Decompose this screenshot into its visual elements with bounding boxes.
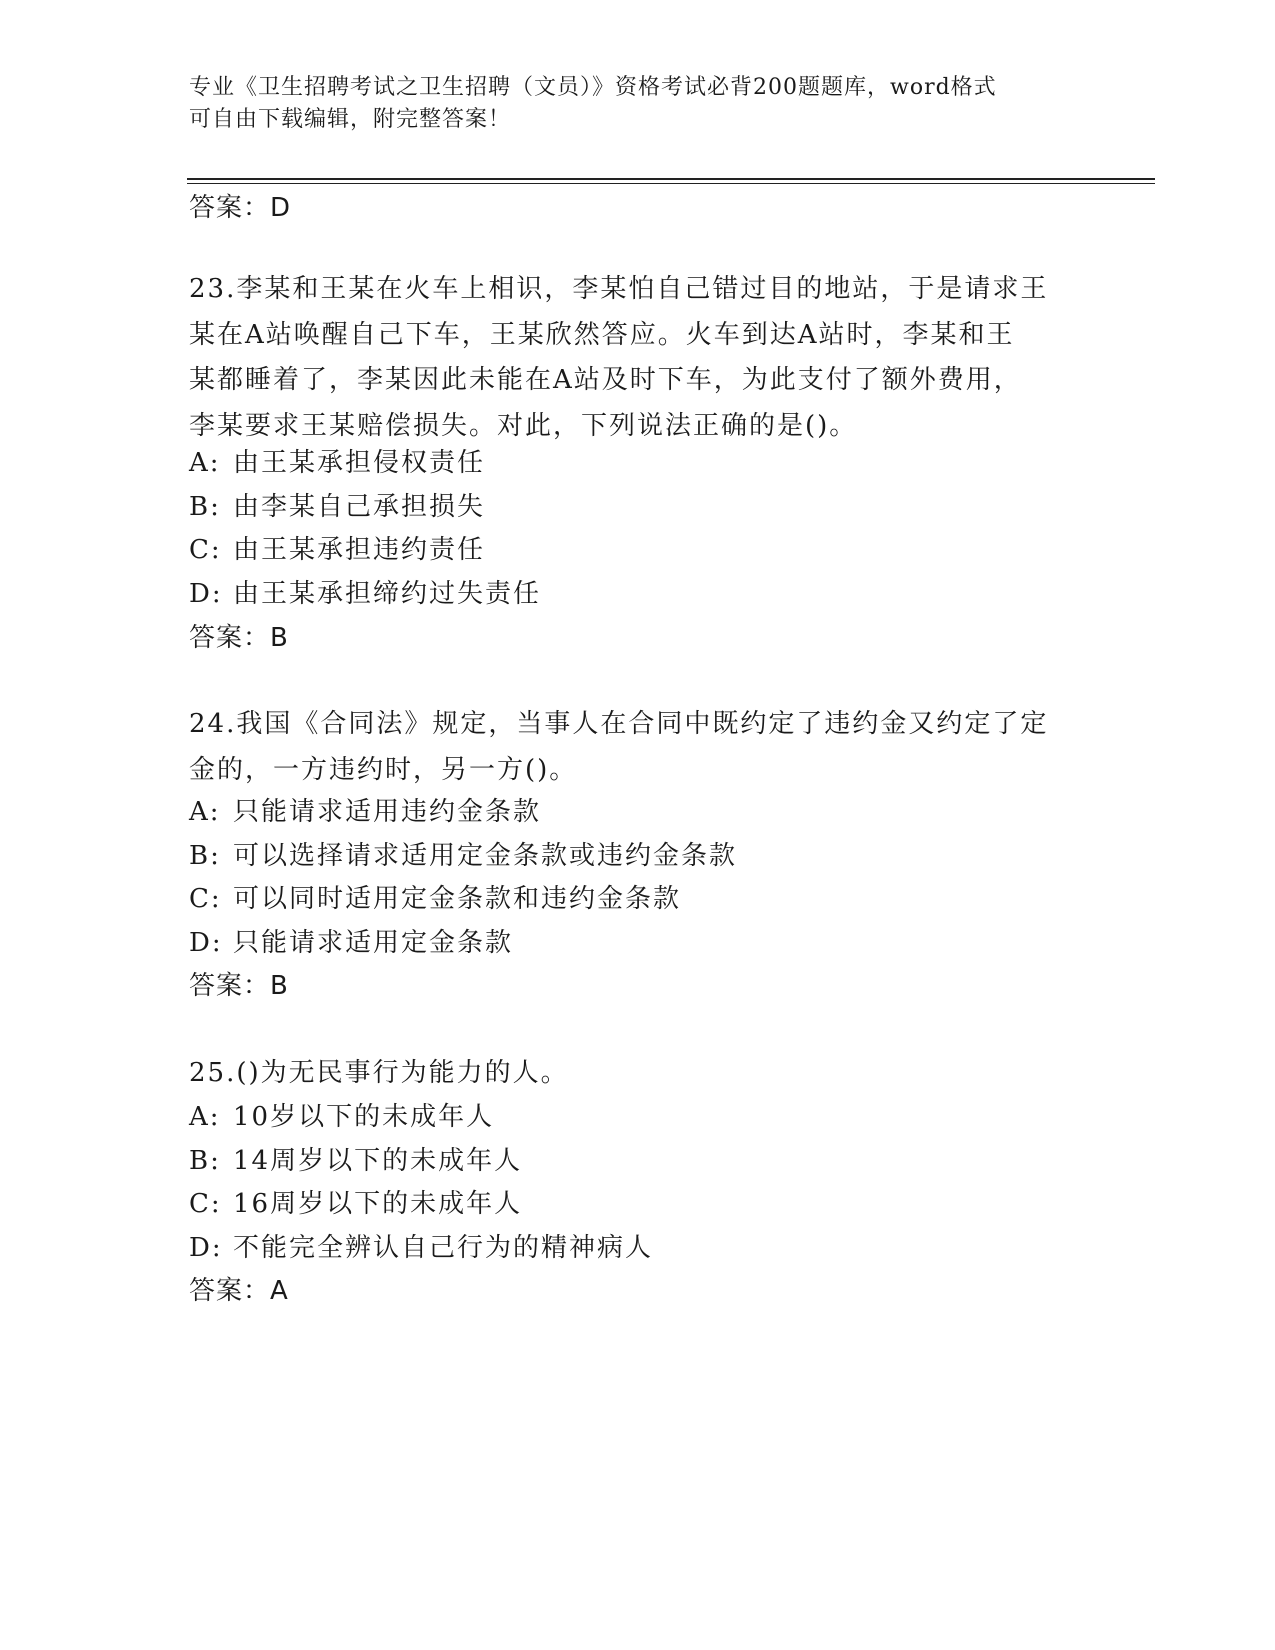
option-letter: D:: [189, 928, 223, 958]
option-text: 由李某自己承担损失: [233, 492, 486, 522]
option-letter: B:: [189, 1146, 221, 1176]
option-letter: D:: [189, 579, 223, 609]
option-text: 10岁以下的未成年人: [233, 1102, 495, 1132]
question-23-option-d: [189, 577, 541, 611]
question-24-option-b: [189, 839, 737, 873]
question-23-answer: 答案：B: [189, 623, 289, 653]
question-24-answer: 答案：B: [189, 971, 289, 1001]
option-letter: D:: [189, 1233, 223, 1263]
question-25-option-b: [189, 1144, 522, 1178]
page-header: [189, 72, 1089, 136]
option-text: 由王某承担缔约过失责任: [233, 579, 542, 609]
option-text: 由王某承担违约责任: [233, 535, 486, 565]
question-25-answer: 答案：A: [189, 1276, 289, 1306]
option-letter: B:: [189, 841, 221, 871]
question-23-line-2: 某在A站唤醒自己下车，王某欣然答应。火车到达A站时，李某和王: [189, 319, 1015, 350]
header-line-2: 可自由下载编辑，附完整答案！: [189, 107, 512, 132]
option-text: 不能完全辨认自己行为的精神病人: [233, 1233, 654, 1263]
question-24-option-a: [189, 795, 541, 829]
option-letter: C:: [189, 535, 222, 565]
question-23-line-4: 李某要求王某赔偿损失。对此，下列说法正确的是()。: [189, 410, 858, 441]
option-text: 16周岁以下的未成年人: [233, 1189, 523, 1219]
header-divider-thick: [187, 178, 1155, 180]
question-25-stem: [189, 1051, 1089, 1097]
question-24-stem: [189, 702, 1089, 793]
question-24-option-d: [189, 926, 513, 960]
question-24-option-c: [189, 882, 681, 916]
option-letter: B:: [189, 492, 221, 522]
question-23-line-3: 某都睡着了，李某因此未能在A站及时下车，为此支付了额外费用，: [189, 365, 1022, 395]
header-divider-thin: [187, 183, 1155, 184]
option-letter: C:: [189, 884, 222, 914]
question-25-line-1: 25.()为无民事行为能力的人。: [189, 1058, 569, 1088]
option-text: 只能请求适用违约金条款: [233, 797, 542, 827]
option-letter: C:: [189, 1189, 222, 1219]
option-text: 由王某承担侵权责任: [233, 448, 486, 478]
question-25-option-d: [189, 1231, 653, 1265]
option-letter: A:: [189, 797, 221, 827]
option-text: 只能请求适用定金条款: [233, 928, 514, 958]
option-text: 14周岁以下的未成年人: [233, 1146, 523, 1176]
option-text: 可以同时适用定金条款和违约金条款: [233, 884, 682, 914]
question-25-option-a: [189, 1100, 494, 1134]
option-text: 可以选择请求适用定金条款或违约金条款: [233, 841, 738, 871]
question-23-option-a: [189, 446, 485, 480]
question-23-line-1: 23.李某和王某在火车上相识，李某怕自己错过目的地站，于是请求王: [189, 274, 1049, 304]
question-23-stem: [189, 267, 1089, 449]
question-23-option-c: [189, 533, 485, 567]
question-24-line-2: 金的，一方违约时，另一方()。: [189, 754, 578, 785]
option-letter: A:: [189, 448, 221, 478]
question-25-option-c: [189, 1187, 522, 1221]
answer-previous: 答案：D: [189, 193, 292, 223]
question-24-line-1: 24.我国《合同法》规定，当事人在合同中既约定了违约金又约定了定: [189, 709, 1049, 739]
option-letter: A:: [189, 1102, 221, 1132]
question-23-option-b: [189, 490, 485, 524]
header-line-1: 专业《卫生招聘考试之卫生招聘（文员）》资格考试必背200题题库，word格式: [189, 75, 997, 100]
